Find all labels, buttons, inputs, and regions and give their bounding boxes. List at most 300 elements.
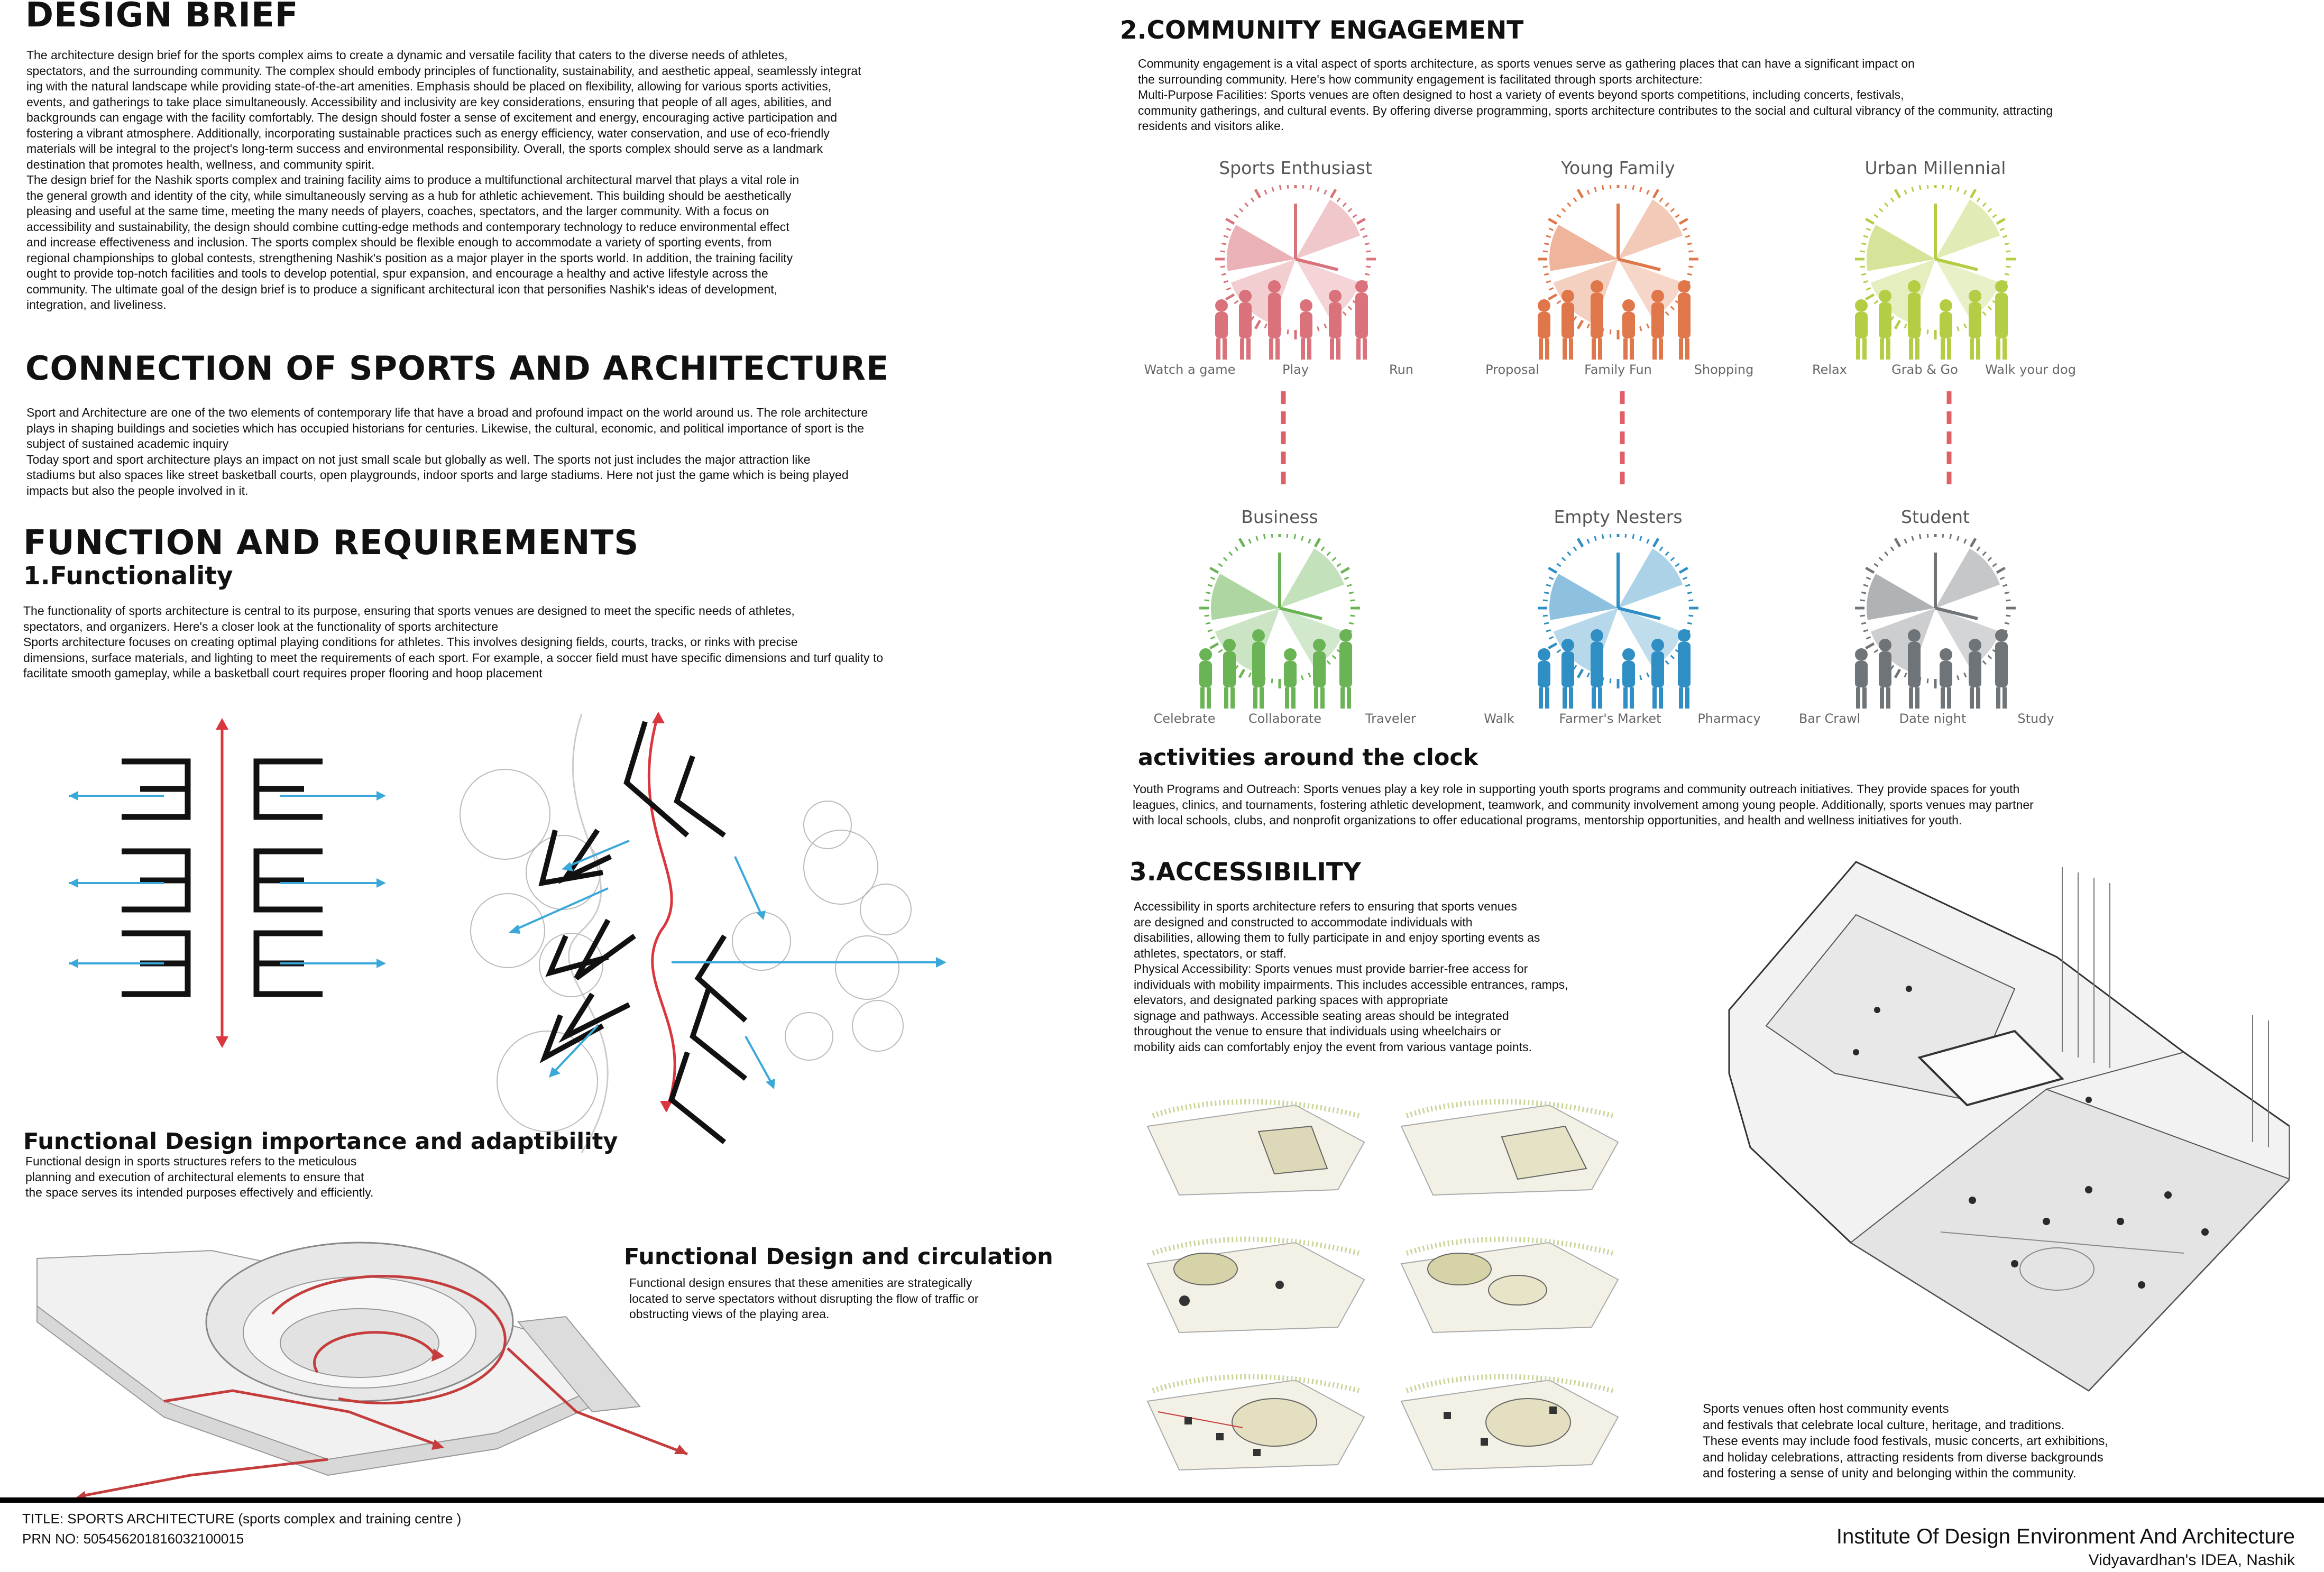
person-icon (1940, 299, 1952, 312)
clock-tick (1226, 295, 1234, 299)
person-icon (1995, 280, 2008, 293)
person-icon (1230, 687, 1235, 709)
clock-tick (1546, 585, 1551, 586)
activity-label: Bar Crawl (1798, 711, 1861, 726)
clock-tick (1988, 656, 1992, 659)
clock-tick (1350, 600, 1355, 601)
clock-tick (1977, 547, 1980, 550)
clock-tick (1562, 557, 1566, 560)
person-icon (1591, 280, 1603, 293)
clock-tick (1357, 219, 1365, 224)
person-icon (1879, 639, 1891, 651)
activity-label: Traveler (1365, 711, 1416, 726)
accessibility-title: 3.ACCESSIBILITY (1129, 858, 1361, 887)
person-icon (1246, 338, 1251, 360)
person-icon (1880, 687, 1884, 709)
dashed-connectors (1137, 386, 2089, 502)
clock-tick (1971, 538, 1976, 547)
clock-tick (1895, 189, 1900, 198)
person-icon (1307, 338, 1311, 360)
parallel-flow-diagram (58, 714, 418, 1052)
clock-tick (2006, 600, 2010, 601)
person-icon (1224, 687, 1228, 709)
clock-tick (1874, 301, 1878, 304)
clock-tick (1866, 219, 1874, 224)
clock-tick (1255, 189, 1260, 198)
clock-tick (1983, 312, 1986, 316)
clock-tick (1333, 656, 1336, 659)
person-icon (1685, 338, 1689, 360)
clock-tick (2005, 274, 2009, 275)
person-icon (1622, 312, 1635, 338)
clock-young-family (1459, 153, 1777, 391)
person-icon (1630, 687, 1634, 709)
person-icon (1880, 338, 1884, 360)
person-icon (1659, 338, 1663, 360)
functionality-subtitle: 1.Functionality (23, 562, 233, 591)
person-icon (1940, 648, 1952, 661)
clock-tick (1964, 673, 1967, 677)
person-icon (1909, 687, 1913, 709)
clock-tick (1309, 673, 1311, 677)
person-icon (1313, 639, 1326, 651)
clock-tick (1226, 219, 1234, 224)
clock-tick (1239, 669, 1244, 678)
adaptability-title: Functional Design importance and adaptibility (23, 1128, 618, 1155)
clock-tick (1666, 203, 1669, 207)
clock-tick (1353, 215, 1356, 217)
person-icon (1659, 687, 1663, 709)
person-icon (1561, 639, 1574, 651)
clock-tick (1226, 228, 1230, 231)
person-icon (1330, 338, 1334, 360)
clock-tick (1895, 320, 1900, 329)
clock-tick (1625, 185, 1626, 189)
person-icon (1301, 338, 1305, 360)
clock-tick (1208, 630, 1212, 631)
clock-tick (1610, 678, 1611, 683)
clock-tick (1557, 215, 1560, 217)
clock-tick (1317, 326, 1319, 331)
clock-tick (1905, 673, 1907, 677)
person-icon (1240, 338, 1244, 360)
person-icon (1652, 338, 1657, 360)
circulation-title: Functional Design and circulation (624, 1244, 1053, 1270)
clock-tick (1587, 673, 1590, 677)
clock-tick (1660, 547, 1662, 550)
clock-tick (1666, 312, 1669, 316)
clock-tick (1567, 552, 1570, 556)
clock-face (1523, 185, 1713, 360)
clock-tick (1647, 324, 1649, 328)
person-icon (1995, 293, 2008, 338)
clock-tick (1625, 534, 1626, 538)
clock-tick (1220, 266, 1225, 267)
person-icon (1630, 338, 1634, 360)
person-icon (1284, 661, 1297, 687)
clock-tick (1885, 552, 1888, 556)
clock-tick (1988, 307, 1992, 310)
clock-tick (1983, 661, 1986, 665)
person-icon (1284, 648, 1297, 661)
person-icon (1995, 642, 2008, 687)
person-icon (1996, 338, 2000, 360)
person-icon (1314, 687, 1318, 709)
clock-tick (1992, 215, 1996, 217)
clock-tick (1861, 592, 1866, 593)
clock-tick (1633, 534, 1634, 539)
clock-tick (1343, 203, 1346, 207)
person-icon (1969, 651, 1981, 687)
clock-tick (1562, 208, 1566, 212)
person-icon (1561, 290, 1574, 302)
clock-tick (1544, 623, 1549, 624)
clock-face (1840, 185, 2031, 360)
person-icon (1200, 687, 1205, 709)
person-icon (1862, 338, 1867, 360)
clock-tick (1546, 281, 1551, 282)
person-icon (1908, 642, 1921, 687)
clock-tick (1549, 288, 1553, 290)
clock-tick (1249, 673, 1251, 677)
clock-tick (1977, 198, 1980, 201)
clock-tick (1687, 243, 1692, 244)
clock-tick (1640, 536, 1641, 541)
person-icon (1651, 639, 1664, 651)
clock-tick (1610, 185, 1611, 189)
clock-tick (1688, 266, 1693, 267)
clock-tick (1210, 637, 1215, 639)
clock-tick (1647, 673, 1649, 677)
clock-tick (1337, 198, 1340, 201)
clock-tick (1866, 568, 1874, 573)
clock-tick (1610, 534, 1611, 538)
person-icon (1199, 661, 1212, 687)
person-icon (1320, 687, 1325, 709)
person-icon (1339, 642, 1352, 687)
clock-tick (1647, 539, 1649, 543)
clock-tick (1927, 185, 1928, 189)
clock-tick (1344, 577, 1348, 580)
clock-tick (1220, 251, 1225, 252)
clock-tick (1640, 675, 1641, 680)
clock-tick (1348, 208, 1352, 212)
clock-tick (1544, 274, 1549, 275)
clock-tick (1905, 190, 1907, 194)
clock-tick (1301, 675, 1303, 680)
community-text: Community engagement is a vital aspect of sports architecture, as sports venues serve as gathering places that can have a significant impact on the surrounding community. Here's how community engagement is facilitated through sports architecture: Multi-Purpose Facilities: Sports venues are often designed to host a variety of events beyond sports competitions, including concerts, festivals, community gatherings, and cultural events. By offering diverse programming, sports architecture contributes to the social and cultural vibrancy of the community, attracting residents and visitors alike. (1138, 57, 2053, 133)
clock-tick (1224, 236, 1228, 237)
person-icon (1268, 293, 1281, 338)
clock-tick (1549, 637, 1553, 639)
clock-tick (2006, 615, 2010, 616)
person-icon (1679, 338, 1683, 360)
clock-tick (1546, 630, 1551, 631)
clock-tick (1544, 243, 1549, 244)
person-icon (1651, 651, 1664, 687)
person-icon (1563, 687, 1567, 709)
connection-text: Sport and Architecture are one of the two elements of contemporary life that have a broad and profound impact on the world around us. The role architecture plays in shaping buildings and societies which has occupied historians for centuries. Likewise, the cultural, economic, and political importance of sport is the subject of sustained academic inquiry Today sport and sport architecture plays an impact on not just small scale but globally as well. The sports not just includes the major attraction like stadiums but also spaces like street basketball courts, open playgrounds, indoor sports and large stadiums. Here not just the game which is being played impacts but also the people involved in it. (26, 406, 868, 498)
person-icon (1856, 338, 1860, 360)
clock-tick (1548, 219, 1557, 224)
person-icon (1622, 648, 1635, 661)
person-icon (1908, 629, 1921, 642)
clock-tick (1861, 243, 1866, 244)
clock-tick (1595, 536, 1596, 541)
clock-tick (1333, 557, 1336, 560)
clock-tick (1221, 274, 1226, 275)
person-icon (1970, 338, 1974, 360)
clock-tick (2006, 251, 2010, 252)
clock-tick (1633, 185, 1634, 190)
person-icon (1940, 312, 1952, 338)
clock-tick (2000, 228, 2004, 231)
clock-tick (1927, 329, 1928, 334)
clock-tick (1997, 568, 2005, 573)
clock-tick (1543, 615, 1548, 616)
person-icon (1339, 629, 1352, 642)
clock-tick (1229, 552, 1232, 556)
clock-tick (1348, 307, 1352, 310)
clock-tick (1950, 534, 1951, 539)
person-icon (1538, 648, 1550, 661)
clock-tick (1287, 534, 1288, 538)
clock-tick (1675, 564, 1679, 566)
person-icon (1685, 687, 1689, 709)
person-icon (1223, 651, 1236, 687)
clock-tick (1866, 643, 1874, 648)
person-icon (1268, 280, 1281, 293)
person-icon (1239, 290, 1252, 302)
clock-tick (1647, 190, 1649, 194)
clock-tick (1957, 536, 1959, 541)
clock-tick (2006, 266, 2010, 267)
clock-tick (1671, 557, 1675, 560)
clock-tick (2003, 236, 2007, 237)
circulation-text: Functional design ensures that these amenities are strategically located to serve spectators without disrupting the flow of traffic or obstructing views of the playing area. (629, 1276, 979, 1321)
clock-tick (1874, 215, 1878, 217)
clock-tick (1366, 266, 1371, 267)
person-icon (1253, 687, 1257, 709)
person-icon (1947, 338, 1951, 360)
clock-tick (1210, 577, 1215, 580)
person-icon (1329, 302, 1342, 338)
clock-tick (1964, 324, 1967, 328)
person-icon (1291, 687, 1296, 709)
activity-label: Relax (1812, 362, 1847, 377)
clock-wedge (1296, 199, 1360, 259)
person-icon (1915, 338, 1919, 360)
clock-tick (1950, 185, 1951, 190)
clock-tick (1365, 243, 1370, 244)
adaptability-text: Functional design in sports structures refers to the meticulous planning and execution of architectural elements to ensure that the space serves its intended purposes effectively and efficiently. (25, 1154, 374, 1199)
person-icon (1598, 687, 1602, 709)
clock-tick (1861, 274, 1866, 275)
person-icon (1216, 338, 1220, 360)
clock-tick (1971, 189, 1976, 198)
person-icon (1622, 661, 1635, 687)
design-brief-title: DESIGN BRIEF (25, 0, 299, 35)
person-icon (1622, 299, 1635, 312)
clock-tick (1919, 534, 1921, 539)
clock-tick (1879, 208, 1883, 212)
person-icon (1623, 338, 1628, 360)
person-icon (1285, 687, 1289, 709)
clock-tick (1235, 547, 1238, 550)
person-icon (1539, 338, 1543, 360)
clock-tick (1226, 288, 1230, 290)
clock-tick (1687, 592, 1692, 593)
clock-tick (1874, 650, 1878, 652)
clock-tick (1860, 266, 1865, 267)
person-icon (1223, 639, 1236, 651)
clock-tick (1578, 538, 1583, 547)
stadium-circulation-diagram (32, 1211, 693, 1507)
person-icon (1569, 338, 1573, 360)
person-icon (1856, 687, 1860, 709)
clock-tick (1578, 320, 1583, 329)
person-icon (1855, 661, 1868, 687)
clock-wedge (1280, 548, 1344, 608)
person-icon (2003, 687, 2007, 709)
person-icon (1329, 290, 1342, 302)
person-icon (1976, 687, 1980, 709)
clock-empty-nesters (1459, 502, 1777, 740)
connection-title: CONNECTION OF SPORTS AND ARCHITECTURE (25, 349, 889, 388)
clock-tick (1321, 547, 1324, 550)
clock-tick (1234, 215, 1238, 217)
person-icon (1941, 338, 1945, 360)
clock-tick (1301, 536, 1303, 541)
clock-wedge (1935, 199, 2000, 259)
clock-tick (1679, 219, 1688, 224)
activity-label: Proposal (1485, 362, 1539, 377)
clock-tick (1860, 251, 1865, 252)
clock-title: Business (1241, 507, 1318, 527)
clock-tick (1866, 637, 1870, 639)
clock-tick (1602, 534, 1603, 539)
footer-institute: Institute Of Design Environment And Architecture (1836, 1525, 2295, 1548)
clock-wedge (1618, 199, 1683, 259)
person-icon (1355, 293, 1368, 338)
clock-tick (1224, 557, 1227, 560)
clock-tick (1578, 189, 1583, 198)
clock-tick (1347, 585, 1352, 586)
clock-tick (1891, 198, 1894, 201)
person-icon (1879, 651, 1891, 687)
clock-tick (1543, 266, 1548, 267)
person-icon (1356, 338, 1361, 360)
person-icon (1545, 687, 1549, 709)
person-icon (1862, 687, 1867, 709)
activity-label: Walk (1484, 711, 1514, 726)
clock-tick (1683, 228, 1687, 231)
clock-tick (1224, 281, 1228, 282)
clock-tick (2003, 585, 2007, 586)
clock-tick (1341, 568, 1349, 573)
clock-tick (1964, 539, 1967, 543)
person-icon (1651, 290, 1664, 302)
person-icon (1313, 651, 1326, 687)
person-icon (1563, 338, 1567, 360)
clock-tick (1675, 215, 1679, 217)
clock-tick (1666, 552, 1669, 556)
clock-title: Sports Enthusiast (1219, 158, 1372, 178)
person-icon (1908, 280, 1921, 293)
clock-tick (1309, 539, 1311, 543)
clock-tick (1654, 538, 1658, 547)
person-icon (1347, 687, 1351, 709)
clock-tick (1863, 630, 1868, 631)
clock-tick (1988, 557, 1992, 560)
person-icon (1252, 629, 1265, 642)
footer-divider (0, 1497, 2324, 1503)
person-icon (1223, 338, 1227, 360)
person-icon (1538, 661, 1550, 687)
clock-tick (1255, 320, 1260, 329)
footer-project-title: TITLE: SPORTS ARCHITECTURE (sports complex and training centre ) (22, 1511, 462, 1527)
clock-tick (1265, 324, 1267, 328)
person-icon (1591, 642, 1603, 687)
clock-tick (1687, 623, 1692, 624)
clock-face (1200, 185, 1391, 360)
clock-tick (1557, 564, 1560, 566)
clock-tick (1546, 236, 1551, 237)
clock-tick (1206, 592, 1210, 593)
clock-tick (1587, 324, 1590, 328)
clock-tick (1912, 536, 1914, 541)
clock-tick (1543, 251, 1548, 252)
person-icon (1969, 639, 1981, 651)
clock-tick (1983, 552, 1986, 556)
clocks-grid (1137, 153, 2089, 740)
clock-tick (1879, 557, 1883, 560)
axonometric-building-diagram (1719, 851, 2290, 1401)
person-icon (1538, 299, 1550, 312)
clock-tick (1685, 236, 1690, 237)
clock-tick (1544, 592, 1549, 593)
clock-tick (1350, 615, 1355, 616)
person-icon (1855, 312, 1868, 338)
clock-tick (1218, 650, 1222, 652)
community-title: 2.COMMUNITY ENGAGEMENT (1120, 16, 1524, 45)
clock-tick (1860, 600, 1865, 601)
clock-tick (1315, 538, 1320, 547)
clock-tick (1912, 187, 1914, 192)
clock-face (1184, 534, 1375, 709)
clock-tick (1234, 301, 1238, 304)
person-icon (1260, 687, 1264, 709)
person-icon (1269, 338, 1273, 360)
clock-tick (1683, 577, 1687, 580)
clock-tick (1685, 585, 1690, 586)
activity-label: Play (1282, 362, 1309, 377)
clock-tick (1218, 564, 1222, 566)
person-icon (1592, 338, 1596, 360)
person-icon (1995, 629, 2008, 642)
clock-tick (2000, 577, 2004, 580)
person-icon (1355, 280, 1368, 293)
clock-tick (1988, 208, 1992, 212)
clock-tick (1660, 198, 1662, 201)
clock-tick (1866, 288, 1870, 290)
person-icon (1947, 687, 1951, 709)
clock-tick (1221, 243, 1226, 244)
clock-tick (1325, 190, 1327, 194)
person-icon (1996, 687, 2000, 709)
clock-tick (1548, 568, 1557, 573)
person-icon (1300, 299, 1312, 312)
